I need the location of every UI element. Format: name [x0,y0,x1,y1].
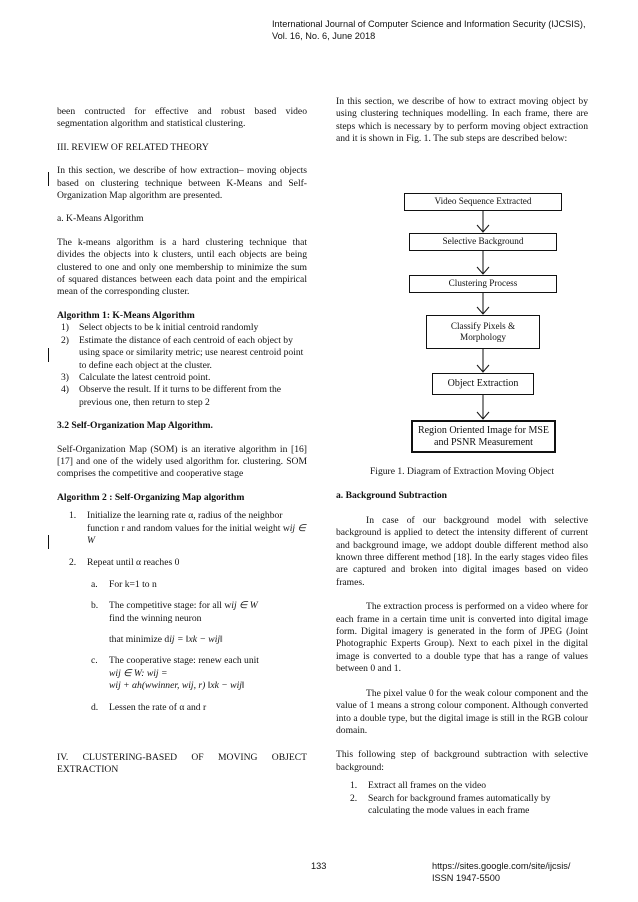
list-item [336,780,588,792]
algorithm-2-step-1 [57,510,307,547]
substep-letter: c. [91,655,98,667]
substep-letter: d. [91,701,99,713]
substep-b [57,600,307,646]
journal-name: International Journal of Computer Science and Information Security (IJCSIS), [272,19,586,29]
footer-info [432,860,570,884]
math-expression: w [109,680,116,692]
math-expression: ij + αh(w [115,680,152,692]
math-expression: ij ∈ W: w [115,667,154,679]
kmeans-text: The k-means algorithm is a hard clustering technique that divides the objects into k clusters, until each objects are being clustered to one and only one membership to minimize the sum of squared distances between each data point and the empirical mean of the corresponding cluster. [57,236,307,298]
footer-url: https://sites.google.com/site/ijcsis/ [432,861,571,871]
math-expression: k − w [192,634,215,645]
diagram-box-clustering-process: Clustering Process [409,275,557,293]
arrow-down-icon [476,349,490,373]
formula-label: that minimize d [109,634,170,645]
right-intro: In this section, we describe of how to extract moving object by using clustering techniques modelling. In each frame, there are steps which is necessary by to perform moving object extraction and it is shown in Fig. 1. The sub steps are described below: [336,96,588,145]
substep-text: The cooperative stage: renew each unit [109,655,259,667]
arrow-down-icon [476,211,490,233]
paragraph-4: This following step of background subtraction with selective background: [336,749,588,773]
list-number: 3) [61,371,69,383]
math-expression: k − w [214,680,237,692]
substep-text-2: find the winning neuron [109,612,202,624]
algorithm-1-title: Algorithm 1: K-Means Algorithm [57,309,195,321]
substep-d [57,702,307,714]
intro-paragraph: been contructed for effective and robust based video segmentation algorithm and statistical clustering. [57,106,307,130]
list-text: Search for background frames automatically by calculating the mode values in each frame [368,792,551,816]
list-number: 1. [350,780,358,792]
math-expression: ij = [153,667,168,679]
math-expression: ij‖ [236,680,245,692]
list-number: 2. [350,792,358,804]
diagram-box-region-oriented: Region Oriented Image for MSE and PSNR Measurement [411,420,556,453]
background-steps [336,780,588,817]
paragraph-2: The extraction process is performed on a video where for each frame in a certain time unit is converted into digital image form. Digital imagery is generated in the form of JPEG (Joint Photographic Experts Group). Next to each pixel in the digital image is converted to a double type that has a range of values between 0 and 1. [336,601,588,675]
substep-c [57,655,307,692]
substep-letter: a. [91,578,98,590]
substep-text: Lessen the rate of α and r [109,701,207,713]
arrow-down-icon [476,395,490,420]
diagram-box-video-sequence: Video Sequence Extracted [404,193,562,211]
background-subtraction-heading: a. Background Subtraction [336,490,447,502]
list-item [57,335,307,372]
step-number: 2. [69,557,77,569]
substep-a [57,579,307,591]
journal-volume: Vol. 16, No. 6, June 2018 [272,31,376,41]
math-expression: ij ∈ W [87,522,306,546]
list-item [57,384,307,409]
math-expression: ij = ‖x [169,634,193,645]
journal-header [272,18,586,42]
change-bar [48,535,49,549]
math-expression: ij, r) ‖x [188,680,215,692]
change-bar [48,172,49,186]
footer-issn: ISSN 1947-5500 [432,873,500,883]
minimize-formula [109,634,307,646]
section-3-text: In this section, we describe of how extraction– moving objects based on clustering technique between K-Means and Self-Organization Map algorithm are presented. [57,165,307,202]
list-number: 1) [61,322,69,334]
section-3-heading: III. REVIEW OF RELATED THEORY [57,141,209,153]
left-column [57,106,307,777]
list-text: Estimate the distance of each centroid of each object by using space or similarity metric; use nearest centroid point to define each object at the cluster. [79,334,304,371]
math-expression: w [109,667,116,679]
list-text: Observe the result. If it turns to be different from the previous one, then return to step 2 [79,384,282,408]
list-item [57,322,307,334]
algorithm-2-step-2 [57,557,307,569]
list-text: Extract all frames on the video [368,780,487,792]
algorithm-2-title: Algorithm 2 : Self-Organizing Map algorithm [57,491,245,503]
math-expression: winner, w [151,680,189,692]
page-number: 133 [311,861,327,871]
list-item [336,793,588,818]
right-column-lower [336,466,588,817]
right-column [336,96,588,146]
arrow-down-icon [476,251,490,275]
change-bar [48,348,49,362]
diagram-box-object-extraction: Object Extraction [432,373,534,395]
figure-caption: Figure 1. Diagram of Extraction Moving Object [369,466,555,477]
step-number: 1. [69,510,77,522]
paragraph-1: In case of our background model with selective background is applied to detect the intensity different of current and background image, we addopt double different method also known three different method [18]. In the early stages video files are captured and broken into digital images based on video frames. [336,514,588,588]
substep-letter: b. [91,600,99,612]
section-4-heading: IV. CLUSTERING-BASED OF MOVING OBJECT EXTRACTION [57,752,307,776]
list-number: 2) [61,334,69,346]
som-heading: 3.2 Self-Organization Map Algorithm. [57,420,213,432]
substep-text: For k=1 to n [109,578,157,590]
diagram-box-selective-background: Selective Background [409,233,557,251]
substep-text: The competitive stage: for all w [109,600,232,612]
list-number: 4) [61,384,69,396]
math-expression: ij‖ [214,634,223,645]
diagram-box-classify-pixels: Classify Pixels & Morphology [426,315,540,349]
kmeans-heading: a. K-Means Algorithm [57,213,144,225]
paragraph-3: The pixel value 0 for the weak colour component and the value of 1 means a strong colour component. Although converted into a double type, but the digital image is still in the RGB colour domain. [336,687,588,736]
step-text: Initialize the learning rate α, radius of the neighbor function r and random values for the initial weight w [87,510,290,534]
arrow-down-icon [476,293,490,315]
list-item [57,372,307,384]
step-text: Repeat until α reaches 0 [87,557,180,569]
som-text: Self-Organization Map (SOM) is an iterative algorithm in [16] [17] and one of the widely used algorithm for. clustering. SOM comprises the competitive and cooperative stage [57,443,307,480]
list-text: Select objects to be k initial centroid randomly [79,322,259,334]
math-expression: ij ∈ W [231,600,258,612]
list-text: Calculate the latest centroid point. [79,371,211,383]
algorithm-1-steps [57,322,307,409]
